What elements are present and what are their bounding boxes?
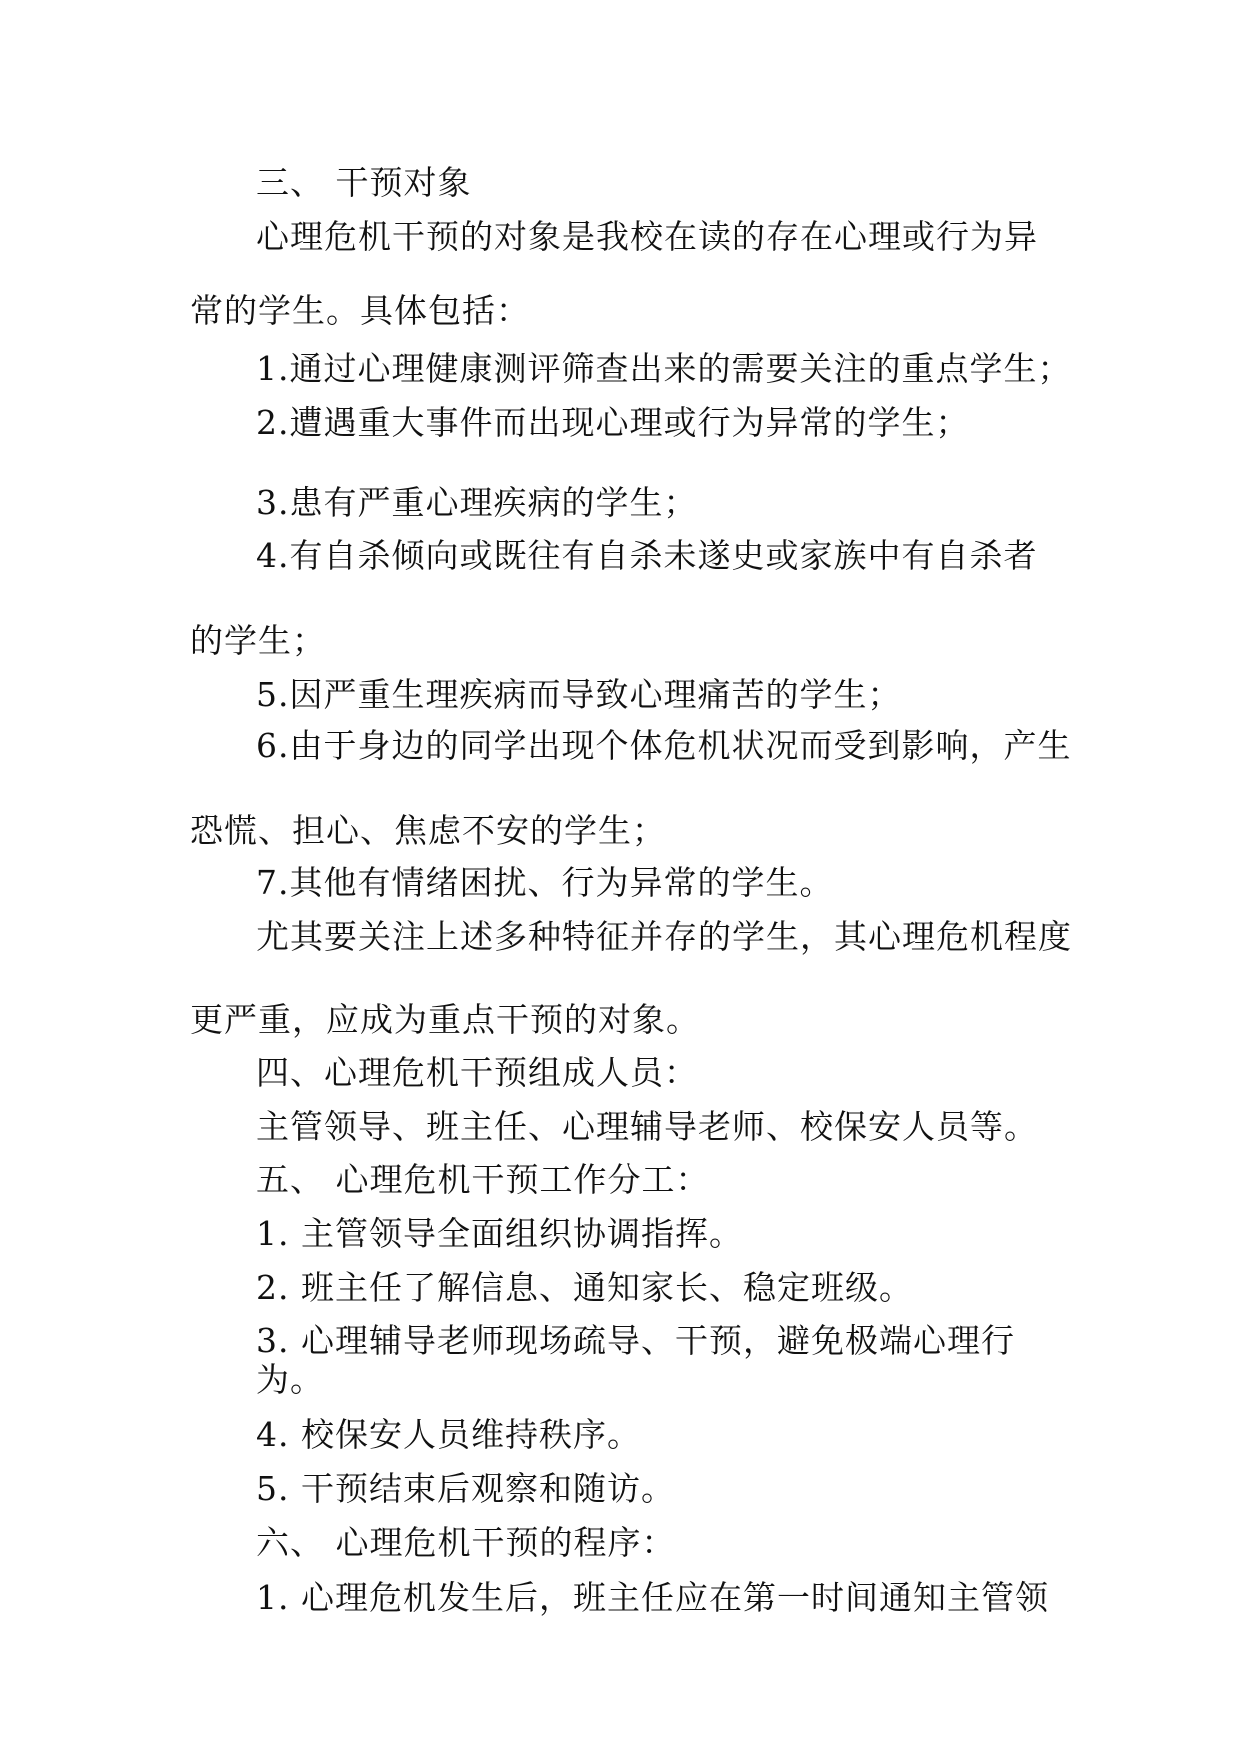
list-item: 6.由于身边的同学出现个体危机状况而受到影响，产生: [256, 726, 1072, 765]
paragraph-line: 心理危机干预的对象是我校在读的存在心理或行为异: [256, 217, 1038, 256]
list-item: 1.通过心理健康测评筛查出来的需要关注的重点学生；: [256, 349, 1072, 388]
list-item-continuation: 的学生；: [190, 621, 326, 660]
list-item: 5. 干预结束后观察和随访。: [256, 1469, 675, 1508]
list-item-continuation: 为。: [256, 1360, 324, 1399]
list-item: 5.因严重生理疾病而导致心理痛苦的学生；: [256, 675, 902, 714]
list-item: 3. 心理辅导老师现场疏导、干预，避免极端心理行: [256, 1321, 1015, 1360]
paragraph-line: 尤其要关注上述多种特征并存的学生，其心理危机程度: [256, 917, 1072, 956]
paragraph-line: 更严重，应成为重点干预的对象。: [190, 1000, 700, 1039]
section-3-heading: 三、 干预对象: [256, 163, 472, 202]
list-item-continuation: 恐慌、担心、焦虑不安的学生；: [190, 811, 666, 850]
section-6-heading: 六、 心理危机干预的程序：: [256, 1523, 676, 1562]
paragraph-line: 主管领导、班主任、心理辅导老师、校保安人员等。: [256, 1107, 1038, 1146]
section-5-heading: 五、 心理危机干预工作分工：: [256, 1160, 710, 1199]
list-item: 1. 心理危机发生后，班主任应在第一时间通知主管领: [256, 1578, 1049, 1617]
paragraph-line: 常的学生。具体包括：: [190, 291, 530, 330]
list-item: 7.其他有情绪困扰、行为异常的学生。: [256, 863, 834, 902]
section-4-heading: 四、心理危机干预组成人员：: [256, 1053, 698, 1092]
list-item: 3.患有严重心理疾病的学生；: [256, 483, 698, 522]
list-item: 4. 校保安人员维持秩序。: [256, 1415, 641, 1454]
list-item: 1. 主管领导全面组织协调指挥。: [256, 1214, 743, 1253]
list-item: 2. 班主任了解信息、通知家长、稳定班级。: [256, 1268, 913, 1307]
list-item: 4.有自杀倾向或既往有自杀未遂史或家族中有自杀者: [256, 536, 1038, 575]
list-item: 2.遭遇重大事件而出现心理或行为异常的学生；: [256, 403, 970, 442]
